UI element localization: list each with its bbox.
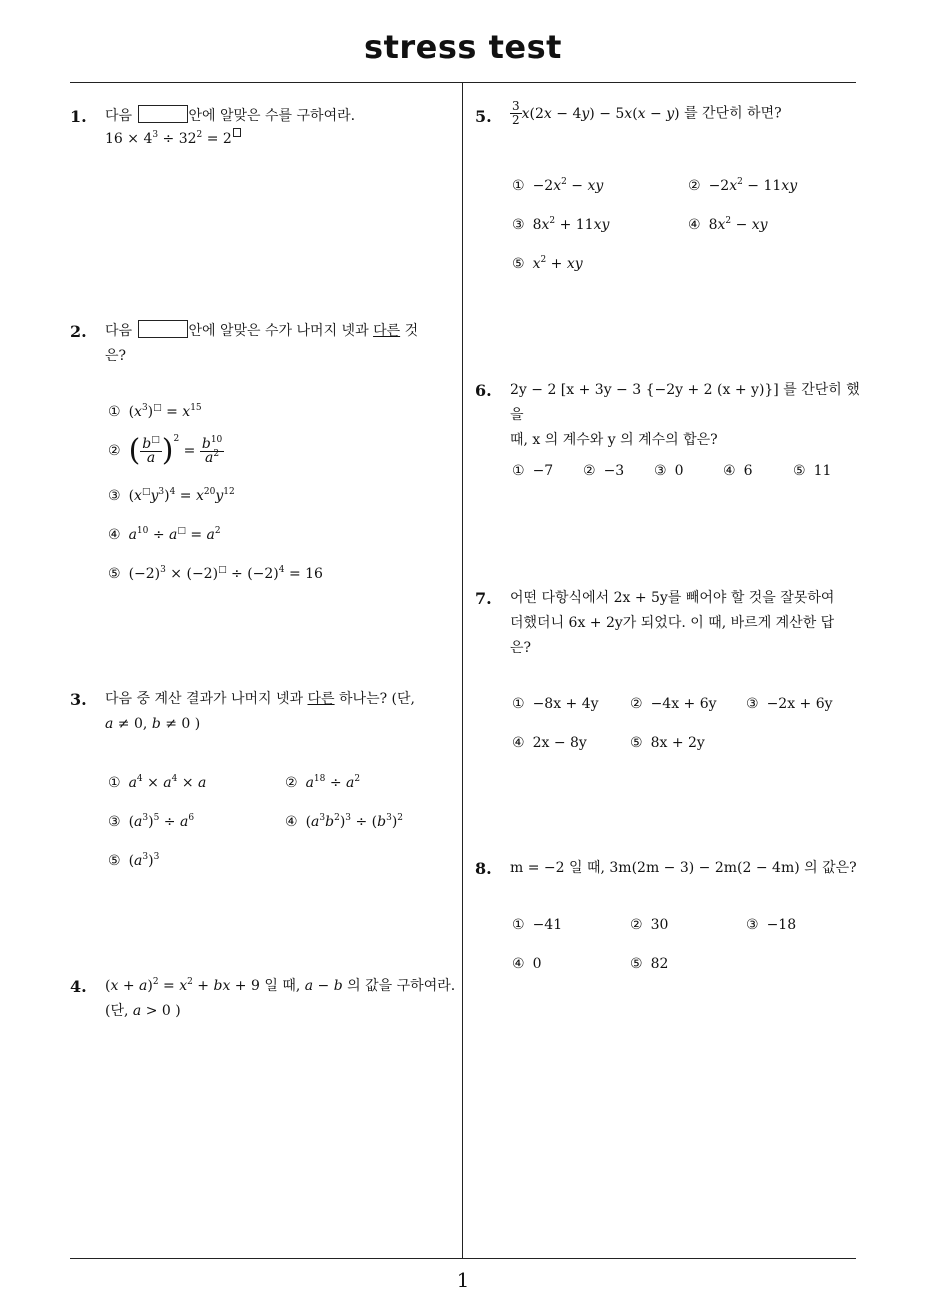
q3-option-5[interactable]: ⑤ $(a^3)^3$	[108, 852, 160, 869]
q8-option-4[interactable]: ④ 0	[512, 956, 542, 972]
q2-option-4[interactable]: ④ $a^{10} \div a^□ = a^2$	[108, 526, 221, 543]
page-title: stress test	[364, 28, 562, 66]
q8-option-1[interactable]: ① −41	[512, 917, 563, 933]
top-rule	[70, 82, 856, 83]
question-number: 5.	[475, 107, 492, 126]
question-number: 4.	[70, 977, 87, 996]
question-number: 1.	[70, 107, 87, 126]
q8-option-5[interactable]: ⑤ 82	[630, 956, 669, 972]
q3-option-4[interactable]: ④ $(a^3b^2)^3 \div (b^3)^2$	[285, 813, 404, 830]
q5-option-5[interactable]: ⑤ $x^2$ + xy	[512, 255, 583, 272]
underlined-text: 다른	[373, 323, 401, 339]
q6-option-4[interactable]: ④ 6	[723, 463, 753, 479]
q5-option-1[interactable]: ① $-2x^2$ − xy	[512, 177, 604, 194]
q5-option-4[interactable]: ④ $8x^2$ − xy	[688, 216, 768, 233]
question-number: 2.	[70, 322, 87, 341]
option-marker: ④	[108, 527, 121, 543]
option-marker: ③	[108, 488, 121, 504]
condition: a ≠ 0, b ≠ 0 )	[105, 716, 201, 732]
q3-option-1[interactable]: ① $a^4 \times a^4 \times a$	[108, 774, 207, 791]
expression: $16 \times 4^3 \div 32^2 = 2$	[105, 131, 241, 147]
option-marker: ②	[108, 443, 121, 459]
question-text: 다음	[105, 108, 133, 124]
condition: (단, a > 0 )	[105, 1003, 181, 1019]
question-text: $(x + a)^2 = x^2$ + bx + 9 일 때, a − b 의 값을 구하여라.	[105, 977, 456, 994]
q8-option-3[interactable]: ③ −18	[746, 917, 797, 933]
question-number: 7.	[475, 589, 492, 608]
q6-option-5[interactable]: ⑤ 11	[793, 463, 832, 479]
q3-option-2[interactable]: ② $a^{18} \div a^2$	[285, 774, 361, 791]
expression: $\frac{3}{2}$ x(2x − 4y) − 5x(x − y)	[512, 99, 680, 127]
question-text: 때, x 의 계수와 y 의 계수의 합은?	[510, 432, 718, 448]
q7-option-2[interactable]: ② −4x + 6y	[630, 696, 717, 712]
question-text: 다음	[105, 323, 133, 339]
column-divider	[462, 83, 463, 1259]
question-text: 2y − 2 [x + 3y − 3 {−2y + 2 (x + y)}] 를 간단히 했을	[510, 382, 860, 423]
answer-box	[138, 105, 188, 123]
q7-option-3[interactable]: ③ −2x + 6y	[746, 696, 833, 712]
question-text: 다음 중 계산 결과가 나머지 넷과	[105, 691, 304, 707]
q3-option-3[interactable]: ③ $(a^3)^5 \div a^6$	[108, 813, 195, 830]
question-text: 것	[404, 323, 419, 339]
question-text: 를 간단히 하면?	[684, 105, 782, 122]
q5-option-3[interactable]: ③ $8x^2 + 11xy$	[512, 216, 610, 233]
q8-option-2[interactable]: ② 30	[630, 917, 669, 933]
question-number: 8.	[475, 859, 492, 878]
question-number: 6.	[475, 381, 492, 400]
q7-option-4[interactable]: ④ 2x − 8y	[512, 735, 587, 751]
q5-option-2[interactable]: ② $-2x^2 - 11xy$	[688, 177, 798, 194]
question-text: 은?	[510, 640, 532, 656]
question-text: 안에 알맞은 수를 구하여라.	[188, 108, 356, 124]
q6-option-2[interactable]: ② −3	[583, 463, 625, 479]
answer-box	[138, 320, 188, 338]
q2-option-1[interactable]: ① $(x^3)^□ = x^{15}$	[108, 403, 202, 420]
q2-option-2[interactable]: ② ( $\frac{b^□}{a}$ )$^2$ = $\frac{b^{10}}{a^2}$	[108, 433, 223, 468]
question-text: 어떤 다항식에서 2x + 5y를 빼어야 할 것을 잘못하여	[510, 590, 835, 606]
page-number: 1	[456, 1268, 470, 1292]
question-text: 은?	[105, 348, 127, 364]
question-text: m = −2 일 때, 3m(2m − 3) − 2m(2 − 4m) 의 값은?	[510, 860, 857, 876]
underlined-text: 다른	[307, 691, 335, 707]
q7-option-5[interactable]: ⑤ 8x + 2y	[630, 735, 705, 751]
question-text: 더했더니 6x + 2y가 되었다. 이 때, 바르게 계산한 답	[510, 615, 835, 631]
bottom-rule	[70, 1258, 856, 1259]
q7-option-1[interactable]: ① −8x + 4y	[512, 696, 599, 712]
question-text: 안에 알맞은 수가 나머지 넷과	[188, 323, 369, 339]
option-marker: ①	[108, 404, 121, 420]
q6-option-3[interactable]: ③ 0	[654, 463, 684, 479]
option-marker: ⑤	[108, 566, 121, 582]
question-number: 3.	[70, 690, 87, 709]
q6-option-1[interactable]: ① −7	[512, 463, 554, 479]
q2-option-5[interactable]: ⑤ $(-2)^3 \times (-2)^□ \div (-2)^4 = 16$	[108, 565, 323, 582]
question-text: 하나는? (단,	[339, 691, 415, 707]
q2-option-3[interactable]: ③ $(x^□y^3)^4 = x^{20}y^{12}$	[108, 487, 235, 504]
